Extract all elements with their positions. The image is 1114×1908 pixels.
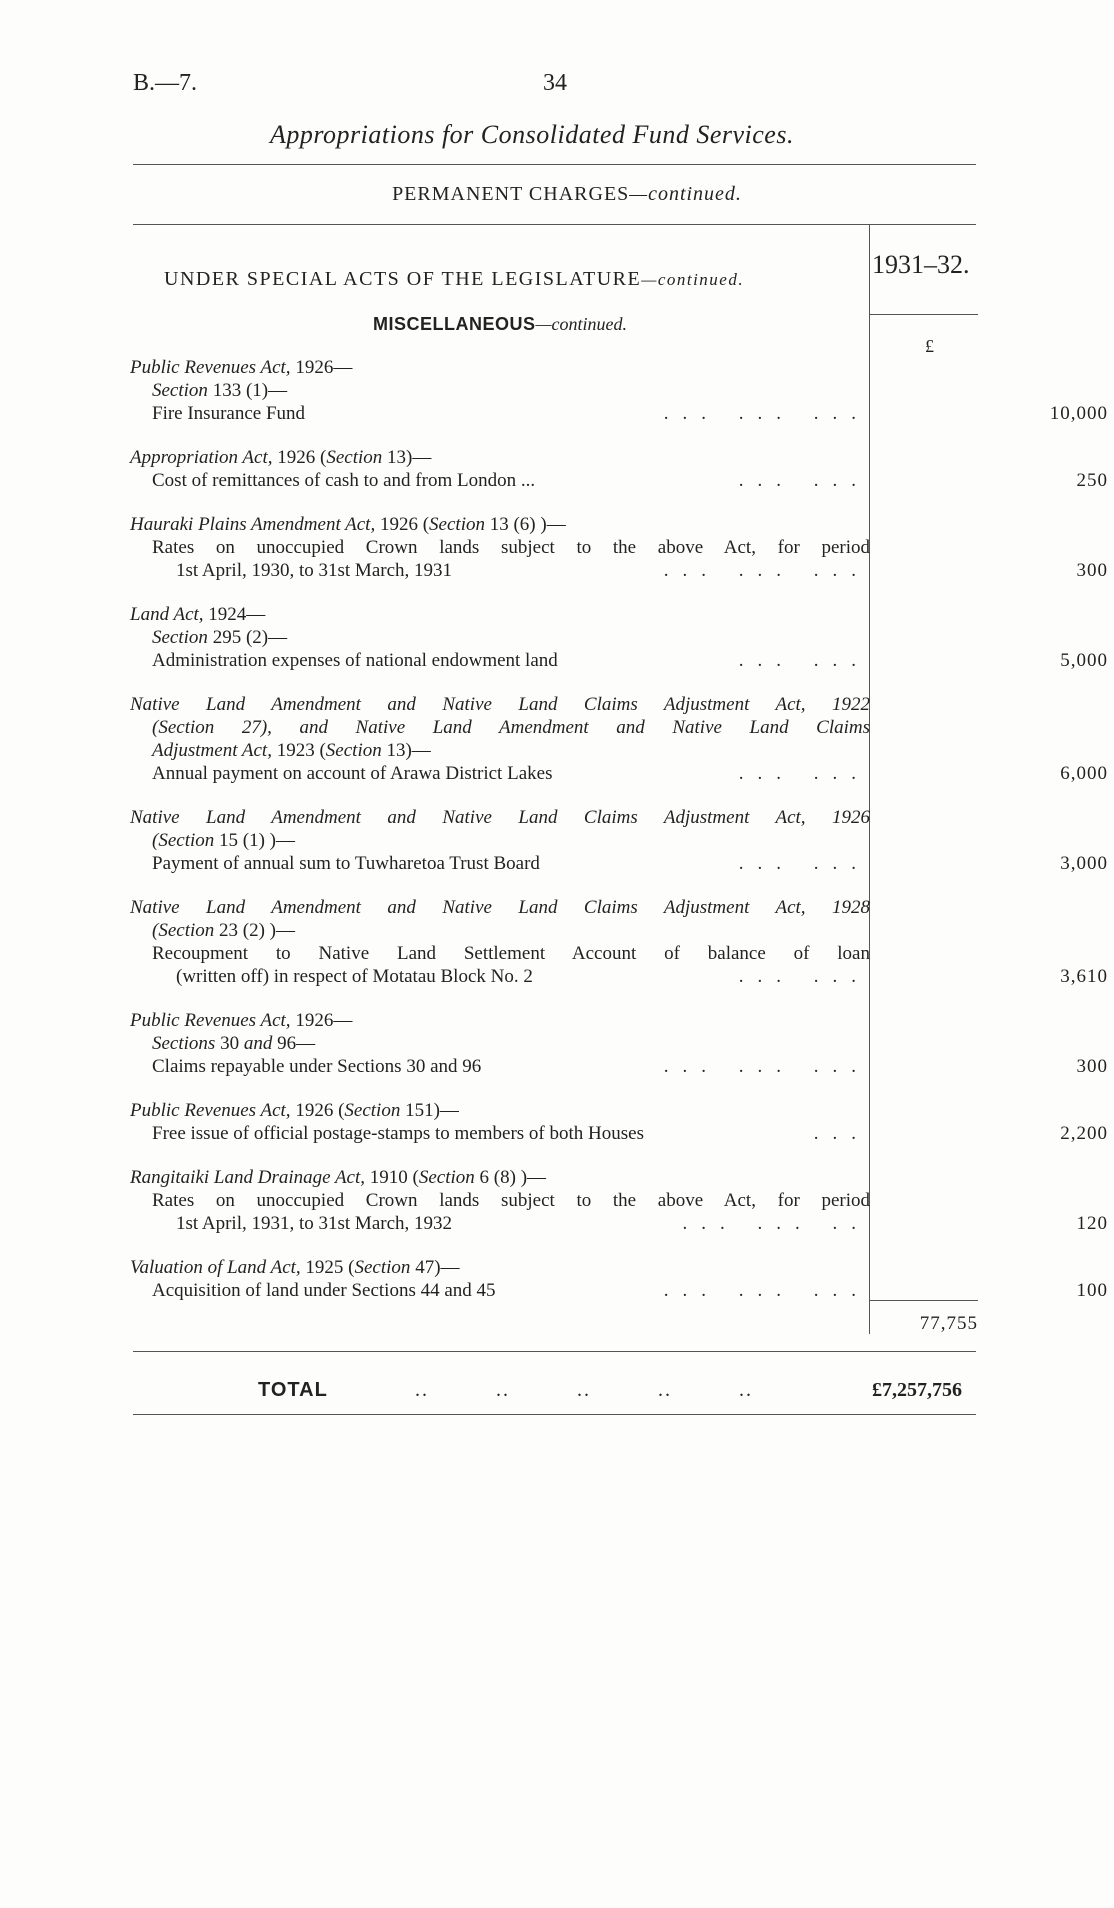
leader-dots: ... [813,1123,870,1144]
section-number: 96— [272,1033,316,1054]
column-header-year: 1931–32. [872,250,970,279]
section-number: 151)— [400,1100,459,1121]
entry-description-cont: 1st April, 1930, to 31st March, 1931 [176,560,453,581]
section-number: 6 (8) )— [474,1167,547,1188]
entry-amount: 300 [1076,1056,1108,1077]
entry-amount: 3,000 [1060,853,1108,874]
act-name-cont: Adjustment Act, [152,740,272,761]
entry-amount: 3,610 [1060,966,1108,987]
act-year: 1926 ( [290,1100,345,1121]
total-top-rule [133,1351,976,1352]
entry-description: Rates on unoccupied Crown lands subject to the above Act, for period [152,1190,870,1211]
section-number: 295 (2)— [207,627,288,648]
section-heading [0,183,1114,206]
entry-description-cont: (written off) in respect of Motatau Block No. 2 [176,966,533,987]
act-year: 1926 ( [375,514,430,535]
section-label: Section [325,740,382,761]
leader-dots: ... ... [738,470,870,491]
entry-amount: 6,000 [1060,763,1108,784]
entry-native-land-1928 [130,896,1108,988]
permanent-charges-continued: —continued. [629,183,742,205]
leader-dots: ... ... [738,966,870,987]
section-label: (Section [152,920,215,941]
entry-description: Administration expenses of national endowment land [152,650,558,671]
subtotal-amount: 77,755 [919,1313,978,1334]
section-label: Section [152,380,208,401]
section-label: Section [344,1100,401,1121]
miscellaneous-subsection-title [0,314,1000,335]
miscellaneous-label: MISCELLANEOUS [372,314,536,334]
section-label: Section [418,1167,475,1188]
entry-description: Annual payment on account of Arawa District Lakes [152,763,553,784]
permanent-charges-label: PERMANENT CHARGES [392,183,630,205]
page-number: 34 [543,70,567,96]
entry-amount: 120 [1076,1213,1108,1234]
act-name: Hauraki Plains Amendment Act, [130,514,376,535]
act-name: Native Land Amendment and Native Land Claims Adjustment Act, 1922 [130,694,870,715]
total-bottom-rule [133,1414,976,1415]
act-year: 1910 ( [365,1167,419,1188]
act-year: 1925 ( [300,1257,355,1278]
entry-amount: 250 [1076,470,1108,491]
entry-description: Rates on unoccupied Crown lands subject to the above Act, for period [152,537,870,558]
act-name: Public Revenues Act, [130,357,291,378]
section-number: 133 (1)— [207,380,288,401]
legislature-section-title [164,268,744,291]
heading-rule [133,224,976,225]
entry-valuation-of-land [130,1256,1108,1302]
leader-dots: ... ... ... [663,1280,870,1301]
leader-dots: ... ... [738,650,870,671]
entry-amount: 300 [1076,560,1108,581]
section-label: Section [326,447,383,468]
entry-native-land-1922 [130,693,1108,785]
entry-public-revenues-133 [130,356,1108,425]
entry-description: Free issue of official postage-stamps to members of both Houses [152,1123,644,1144]
section-number: 13 (6) )— [484,514,566,535]
act-name: Appropriation Act, [130,447,273,468]
act-year: 1926— [290,1010,353,1031]
entry-description: Acquisition of land under Sections 44 and 45 [152,1280,496,1301]
entry-amount: 2,200 [1060,1123,1108,1144]
act-name-cont: (Section 27), and Native Land Amendment and Native Land Claims [152,717,870,738]
section-conjunction: and [243,1033,273,1054]
act-year: 1926 ( [272,447,327,468]
leader-dots: ... ... ... [663,1056,870,1077]
section-number: 47)— [410,1257,460,1278]
entry-description: Fire Insurance Fund [152,403,306,424]
section-label: Sections [152,1033,216,1054]
miscellaneous-continued: —continued. [535,314,627,334]
section-label: Section [429,514,485,535]
act-name: Native Land Amendment and Native Land Claims Adjustment Act, 1928 [130,897,870,918]
section-label: (Section [152,830,215,851]
entry-public-revenues-30-96 [130,1009,1108,1078]
section-label: Section [152,627,208,648]
leader-dots: ... ... [738,853,870,874]
page-title: Appropriations for Consolidated Fund Services. [270,120,794,149]
section-number: 30 [215,1033,244,1054]
appropriation-entries [130,356,1108,1323]
entry-description: Cost of remittances of cash to and from London ... [152,470,536,491]
section-number: 13)— [382,447,432,468]
subtotal-rule [869,1300,978,1301]
act-name: Public Revenues Act, [130,1100,291,1121]
total-label: TOTAL [258,1379,328,1401]
leader-dots: ... ... .. [682,1213,870,1234]
section-number: 23 (2) )— [214,920,295,941]
entry-description: Recoupment to Native Land Settlement Account of balance of loan [152,943,870,964]
entry-hauraki-plains [130,513,1108,582]
entry-amount: 100 [1076,1280,1108,1301]
act-name: Rangitaiki Land Drainage Act, [130,1167,366,1188]
entry-public-revenues-151 [130,1099,1108,1145]
act-year: 1923 ( [271,740,326,761]
entry-rangitaiki [130,1166,1108,1235]
entry-description-cont: 1st April, 1931, to 31st March, 1932 [176,1213,453,1234]
total-amount: £7,257,756 [872,1379,962,1401]
currency-symbol: £ [925,336,934,356]
title-rule [133,164,976,165]
document-reference: B.—7. [133,70,198,96]
entry-description: Claims repayable under Sections 30 and 96 [152,1056,482,1077]
total-leader-dots: .. .. .. .. .. [415,1379,753,1401]
entry-native-land-1926 [130,806,1108,875]
entry-amount: 5,000 [1060,650,1108,671]
section-label: Section [354,1257,411,1278]
entry-description: Payment of annual sum to Tuwharetoa Trust Board [152,853,540,874]
entry-appropriation-act [130,446,1108,492]
act-name: Native Land Amendment and Native Land Claims Adjustment Act, 1926 [130,807,870,828]
entry-land-act [130,603,1108,672]
act-name: Public Revenues Act, [130,1010,291,1031]
legislature-section-continued: —continued. [641,270,745,289]
act-year: 1926— [290,357,353,378]
legislature-section-label: UNDER SPECIAL ACTS OF THE LEGISLATURE [164,268,642,290]
section-number: 13)— [381,740,431,761]
section-number: 15 (1) )— [214,830,295,851]
leader-dots: ... ... [738,763,870,784]
act-year: 1924— [203,604,266,625]
leader-dots: ... ... ... [663,560,870,581]
act-name: Valuation of Land Act, [130,1257,301,1278]
entry-amount: 10,000 [1049,403,1108,424]
act-name: Land Act, [130,604,204,625]
leader-dots: ... ... ... [663,403,870,424]
